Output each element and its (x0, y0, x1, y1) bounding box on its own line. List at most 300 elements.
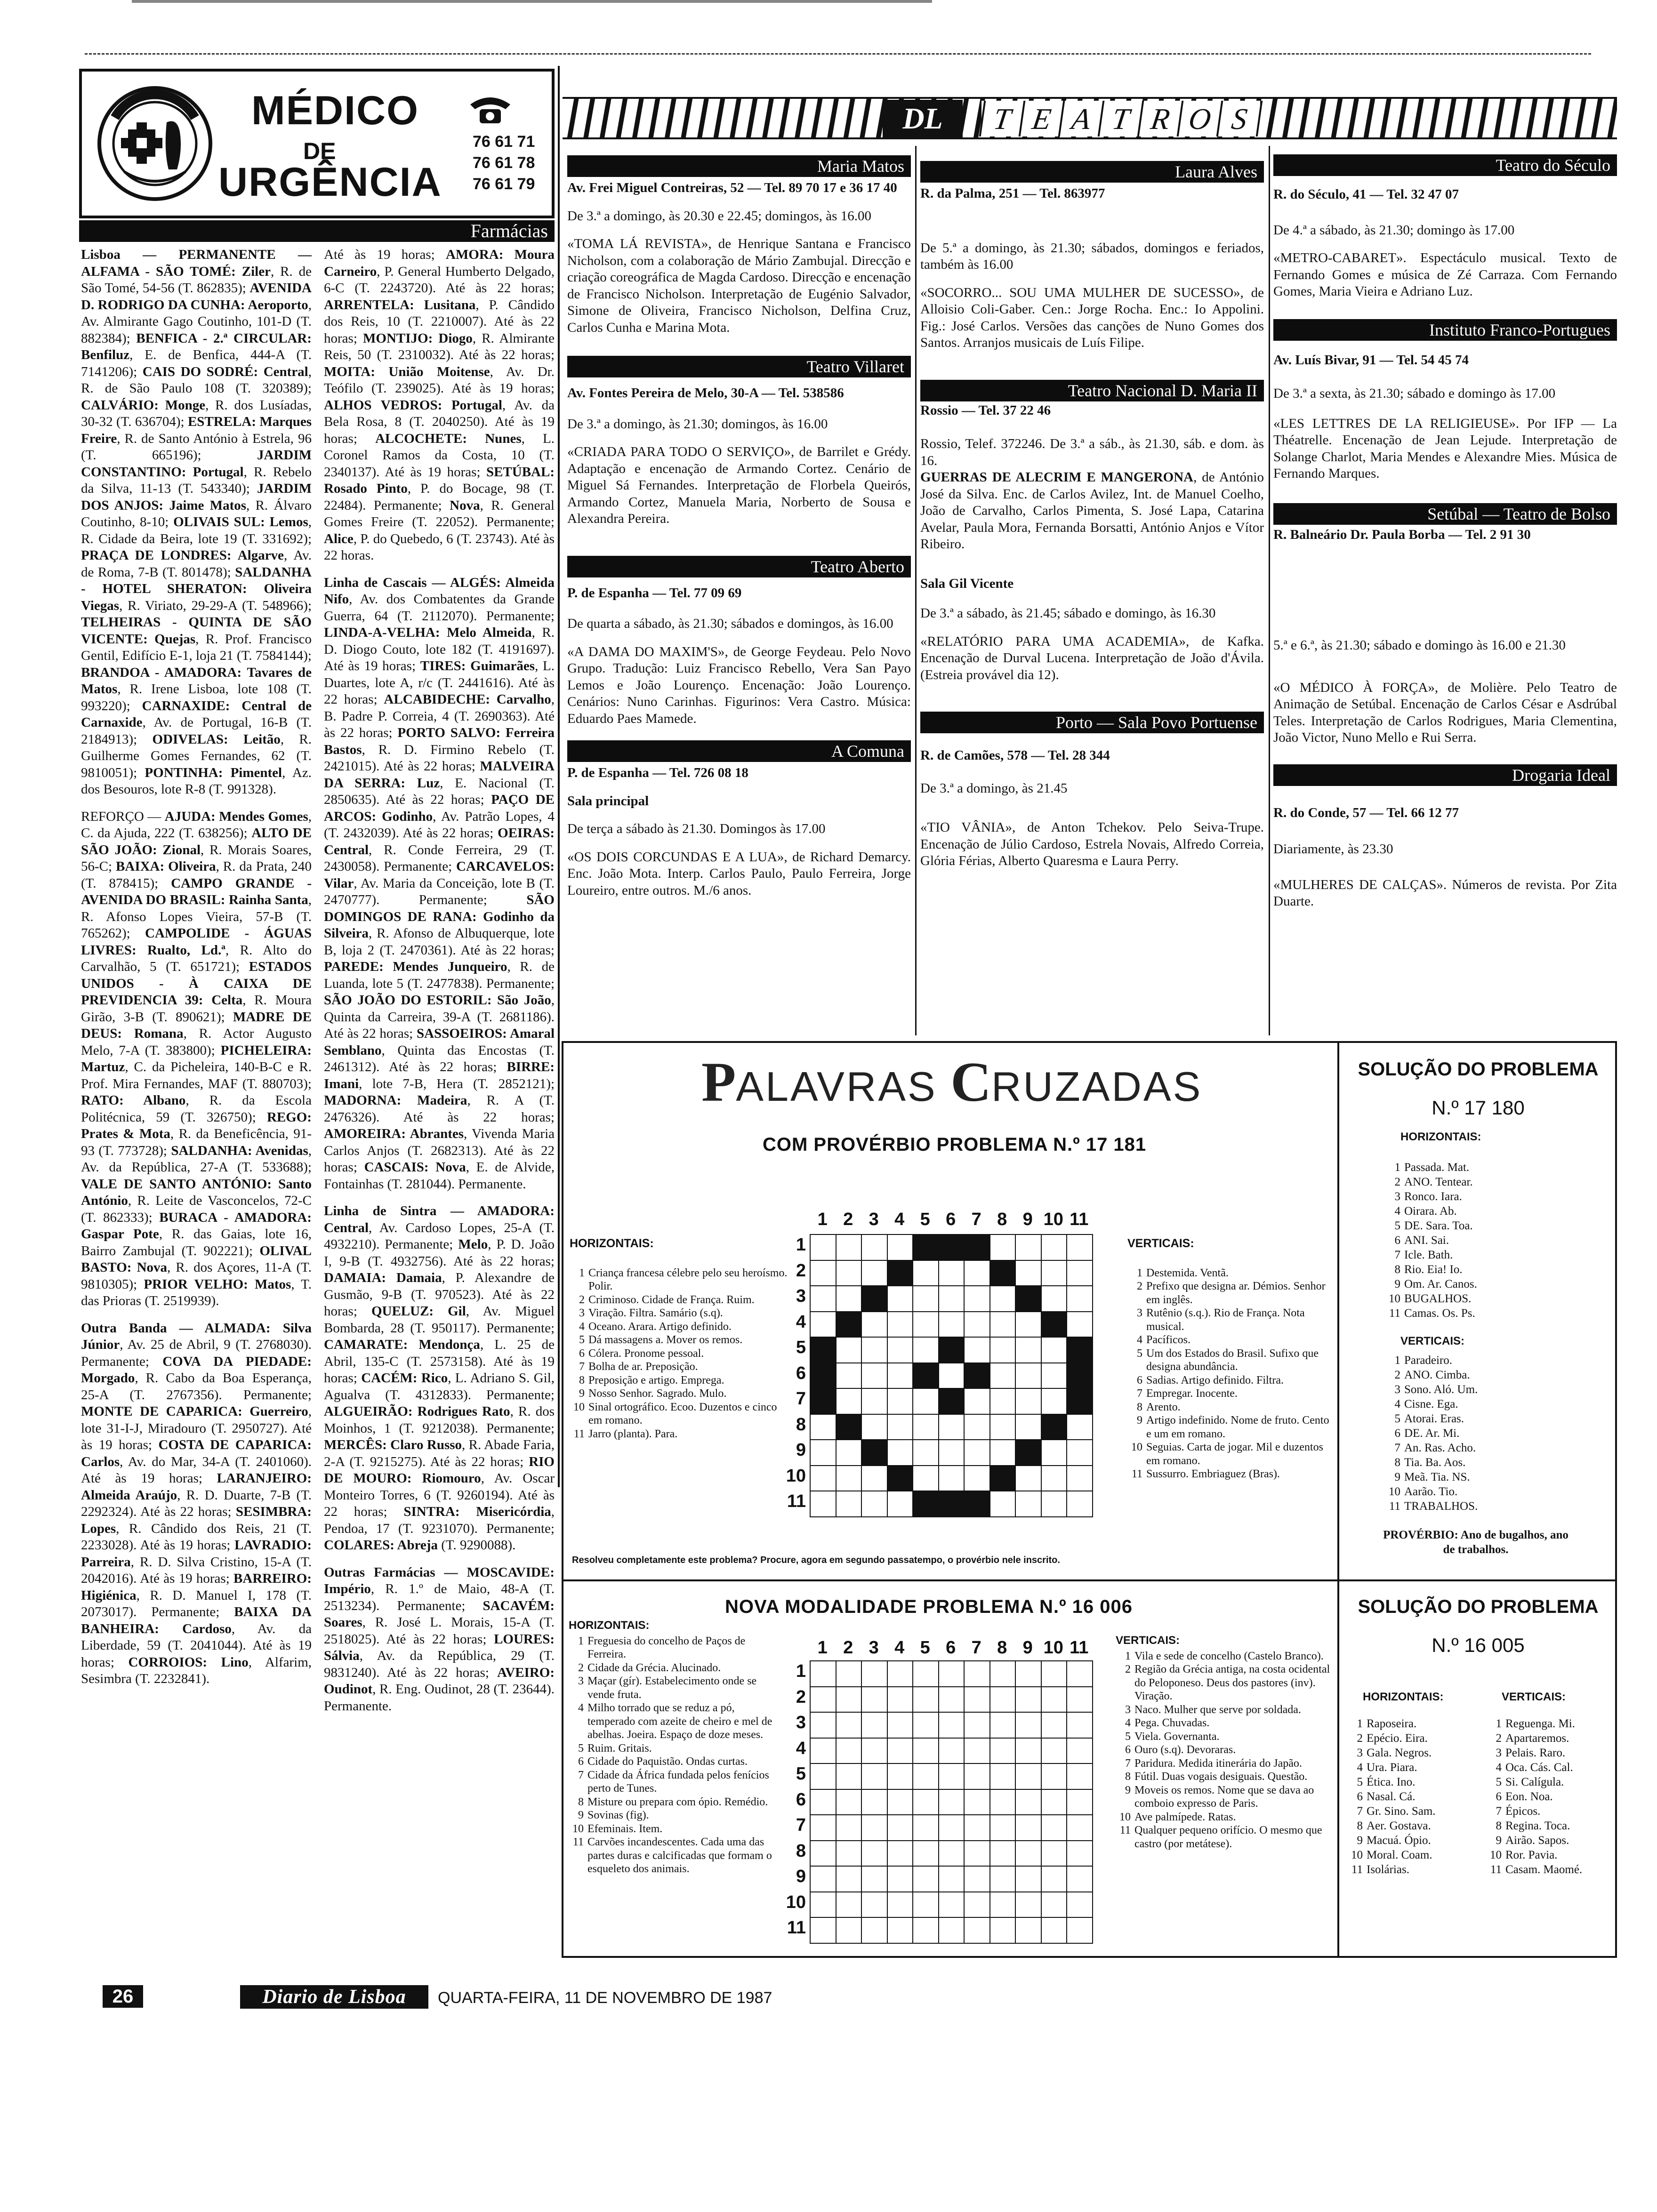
grid-cell[interactable] (1066, 1789, 1093, 1816)
grid-cell[interactable] (964, 1285, 990, 1312)
grid-cell[interactable] (989, 1439, 1016, 1466)
grid-cell[interactable] (810, 1491, 837, 1517)
grid-cell[interactable] (1041, 1814, 1068, 1841)
grid-cell[interactable] (836, 1917, 862, 1944)
farmacias-outra-banda-cont: Até às 19 horas; AMORA: Moura Carneiro, P. General Humberto Delgado, 6-C (T. 2243720). Até às 22 horas; ARRENTELA: Lusitana, P. Cândido dos Reis, 10 (T. 2210007). Até às 22 horas; MONTIJO: Diogo, R. Almirante Reis, 50 (T. 2310032). Até às 22 horas; MOITA: União Moitense, Av. Dr. Teófilo (T. 239025). Até às 19 horas; ALHOS VEDROS: Portugal, Av. da Bela Rosa, 8 (T. 2040250). Até às 19 horas; ALCOCHETE: Nunes, L. Coronel Ramos da Costa, 10 (T. 2340137). Até às 19 horas; SETÚBAL: Rosado Pinto, P. do Bocage, 98 (T. 22484). Permanente; Nova, R. General Gomes Freire (T. 22052). Permanente; Alice, P. do Quebedo, 6 (T. 23743). Até às 22 horas. (324, 247, 555, 563)
grid-cell[interactable] (1066, 1285, 1093, 1312)
grid-cell[interactable] (964, 1712, 990, 1739)
grid-cell[interactable] (887, 1660, 914, 1687)
clue-item (1127, 1401, 1335, 1414)
grid-cell[interactable] (938, 1891, 965, 1918)
grid-cell[interactable] (964, 1260, 990, 1287)
grid-cell[interactable] (938, 1439, 965, 1466)
grid-cell[interactable] (938, 1789, 965, 1816)
grid-cell[interactable] (1066, 1686, 1093, 1713)
clue-item (1483, 1731, 1615, 1746)
black-cell (912, 1491, 939, 1517)
grid-cell[interactable] (836, 1763, 862, 1790)
grid-cell[interactable] (1066, 1234, 1093, 1261)
grid-cell[interactable] (1066, 1260, 1093, 1287)
grid-cell[interactable] (1015, 1814, 1042, 1841)
franco-title: Instituto Franco-Portugues (1273, 319, 1617, 341)
grid-cell[interactable] (1015, 1388, 1042, 1415)
grid-cell[interactable] (1041, 1763, 1068, 1790)
grid-cell[interactable] (938, 1712, 965, 1739)
grid-cell[interactable] (912, 1337, 939, 1363)
grid-cell[interactable] (1041, 1337, 1068, 1363)
grid-cell[interactable] (836, 1738, 862, 1764)
grid-cell[interactable] (989, 1866, 1016, 1892)
grid-cell[interactable] (1041, 1917, 1068, 1944)
grid-cell[interactable] (989, 1660, 1016, 1687)
grid-cell[interactable] (1066, 1917, 1093, 1944)
grid-cell[interactable] (1066, 1738, 1093, 1764)
grid-cell[interactable] (938, 1311, 965, 1338)
grid-cell[interactable] (836, 1712, 862, 1739)
grid-cell[interactable] (989, 1917, 1016, 1944)
grid-cell[interactable] (912, 1660, 939, 1687)
grid-cell[interactable] (810, 1738, 837, 1764)
grid-cell[interactable] (1041, 1866, 1068, 1892)
grid-cell[interactable] (989, 1789, 1016, 1816)
grid-cell[interactable] (938, 1738, 965, 1764)
grid-cell[interactable] (861, 1738, 888, 1764)
clue-text: DE. Sara. Toa. (1404, 1219, 1473, 1232)
grid-cell[interactable] (810, 1866, 837, 1892)
black-cell (810, 1388, 837, 1415)
grid-cell[interactable] (938, 1362, 965, 1389)
grid-cell[interactable] (861, 1763, 888, 1790)
grid-cell[interactable] (1015, 1738, 1042, 1764)
grid-row-number: 7 (796, 1815, 806, 1835)
grid-column-number: 4 (894, 1638, 905, 1658)
clue-number: 4 (1394, 1398, 1400, 1411)
grid-cell[interactable] (861, 1491, 888, 1517)
aberto-address: P. de Espanha — Tel. 77 09 69 (567, 585, 742, 601)
clue-item (569, 1769, 776, 1795)
grid-cell[interactable] (810, 1712, 837, 1739)
grid-cell[interactable] (887, 1789, 914, 1816)
clue-text: Criança francesa célebre pelo seu heroísmo. Polir. (588, 1266, 788, 1292)
grid-cell[interactable] (938, 1917, 965, 1944)
clue-number: 4 (1496, 1761, 1502, 1774)
clue-item (1483, 1746, 1615, 1760)
grid-cell[interactable] (887, 1738, 914, 1764)
grid-cell[interactable] (836, 1840, 862, 1867)
grid-cell[interactable] (1066, 1414, 1093, 1441)
grid-cell[interactable] (964, 1866, 990, 1892)
grid-cell[interactable] (964, 1465, 990, 1492)
grid-cell[interactable] (1015, 1660, 1042, 1687)
grid-cell[interactable] (1041, 1712, 1068, 1739)
grid-cell[interactable] (1015, 1891, 1042, 1918)
seculo-hours: De 4.ª a sábado, às 21.30; domingo às 17.00 (1273, 222, 1515, 238)
grid-cell[interactable] (912, 1891, 939, 1918)
grid-cell[interactable] (1041, 1660, 1068, 1687)
grid-cell[interactable] (887, 1362, 914, 1389)
clue-item (1344, 1804, 1480, 1819)
grid-cell[interactable] (964, 1763, 990, 1790)
grid-cell[interactable] (810, 1465, 837, 1492)
clue-number: 3 (1394, 1190, 1400, 1203)
grid-cell[interactable] (912, 1917, 939, 1944)
clue-number: 5 (579, 1334, 585, 1346)
grid-cell[interactable] (989, 1388, 1016, 1415)
aberto-title: Teatro Aberto (567, 556, 911, 577)
grid-cell[interactable] (1015, 1789, 1042, 1816)
solution-2-h-label: HORIZONTAIS: (1363, 1691, 1444, 1703)
grid-cell[interactable] (912, 1789, 939, 1816)
grid-cell[interactable] (861, 1337, 888, 1363)
grid-cell[interactable] (989, 1337, 1016, 1363)
grid-cell[interactable] (1015, 1337, 1042, 1363)
grid-cell[interactable] (836, 1814, 862, 1841)
grid-cell[interactable] (989, 1491, 1016, 1517)
clue-number: 1 (579, 1266, 585, 1279)
grid-cell[interactable] (887, 1491, 914, 1517)
grid-cell[interactable] (964, 1414, 990, 1441)
clue-text: Gala. Negros. (1367, 1747, 1432, 1759)
grid-cell[interactable] (887, 1712, 914, 1739)
grid-cell[interactable] (1066, 1491, 1093, 1517)
clue-number: 3 (1496, 1747, 1502, 1759)
grid-cell[interactable] (810, 1660, 837, 1687)
clue-text: Seguias. Carta de jogar. Mil e duzentos em romano. (1146, 1441, 1323, 1467)
grid-cell[interactable] (861, 1891, 888, 1918)
grid-cell[interactable] (989, 1840, 1016, 1867)
clue-item (1127, 1387, 1335, 1401)
grid-cell[interactable] (964, 1789, 990, 1816)
grid-row-number: 4 (796, 1738, 806, 1758)
grid-cell[interactable] (1066, 1891, 1093, 1918)
grid-cell[interactable] (912, 1738, 939, 1764)
grid-cell[interactable] (1066, 1439, 1093, 1466)
grid-cell[interactable] (861, 1686, 888, 1713)
grid-cell[interactable] (1066, 1465, 1093, 1492)
grid-cell[interactable] (912, 1388, 939, 1415)
grid-cell[interactable] (861, 1917, 888, 1944)
farmacias-title: Farmácias (79, 220, 555, 242)
grid-cell[interactable] (887, 1337, 914, 1363)
grid-cell[interactable] (1015, 1686, 1042, 1713)
grid-cell[interactable] (1041, 1439, 1068, 1466)
clue-item (1344, 1789, 1480, 1804)
grid-cell[interactable] (861, 1260, 888, 1287)
grid-cell[interactable] (836, 1491, 862, 1517)
grid-cell[interactable] (1041, 1285, 1068, 1312)
grid-cell[interactable] (989, 1763, 1016, 1790)
grid-cell[interactable] (836, 1337, 862, 1363)
medico-title-1: MÉDICO (251, 88, 419, 133)
grid-cell[interactable] (887, 1814, 914, 1841)
clue-number: 10 (1389, 1485, 1400, 1498)
clue-text: Prefixo que designa ar. Démios. Senhor em inglês. (1146, 1280, 1326, 1306)
grid-cell[interactable] (836, 1362, 862, 1389)
clue-item (1382, 1189, 1608, 1204)
grid-cell[interactable] (912, 1260, 939, 1287)
grid-cell[interactable] (912, 1712, 939, 1739)
clue-text: Bolha de ar. Preposição. (588, 1361, 698, 1373)
grid-cell[interactable] (989, 1362, 1016, 1389)
grid-cell[interactable] (938, 1814, 965, 1841)
grid-cell[interactable] (1041, 1686, 1068, 1713)
grid-cell[interactable] (810, 1789, 837, 1816)
grid-cell[interactable] (861, 1465, 888, 1492)
clue-number: 1 (1394, 1161, 1400, 1174)
clue-text: Vila e sede de concelho (Castelo Branco). (1134, 1650, 1324, 1662)
grid-cell[interactable] (887, 1311, 914, 1338)
grid-cell[interactable] (887, 1840, 914, 1867)
grid-cell[interactable] (836, 1866, 862, 1892)
clue-number: 9 (1137, 1414, 1142, 1427)
grid-row-number: 8 (796, 1414, 806, 1435)
grid-cell[interactable] (836, 1465, 862, 1492)
clue-item (569, 1701, 776, 1742)
grid-cell[interactable] (989, 1285, 1016, 1312)
grid-cell[interactable] (989, 1686, 1016, 1713)
grid-cell[interactable] (887, 1866, 914, 1892)
grid-cell[interactable] (1015, 1414, 1042, 1441)
clue-text: Artigo indefinido. Nome de fruto. Cento e um em romano. (1146, 1414, 1329, 1440)
grid-cell[interactable] (887, 1891, 914, 1918)
grid-cell[interactable] (938, 1840, 965, 1867)
aberto-hours: De quarta a sábado, às 21.30; sábados e domingos, às 16.00 (567, 616, 893, 631)
grid-cell[interactable] (912, 1439, 939, 1466)
grid-cell[interactable] (1015, 1917, 1042, 1944)
grid-cell[interactable] (964, 1388, 990, 1415)
grid-cell[interactable] (1015, 1311, 1042, 1338)
grid-cell[interactable] (836, 1285, 862, 1312)
grid-cell[interactable] (810, 1686, 837, 1713)
grid-cell[interactable] (1041, 1388, 1068, 1415)
grid-cell[interactable] (964, 1738, 990, 1764)
grid-cell[interactable] (1041, 1260, 1068, 1287)
grid-cell[interactable] (1041, 1789, 1068, 1816)
grid-cell[interactable] (836, 1789, 862, 1816)
grid-cell[interactable] (912, 1763, 939, 1790)
grid-cell[interactable] (964, 1686, 990, 1713)
setubal-desc: «O MÉDICO À FORÇA», de Molière. Pelo Teatro de Animação de Setúbal. Encenação de Carlos César e Asdrúbal Teles. Interpretação de Carlos Rodrigues, Maria Clementina, João Victor, Nuno Mello e Rui Serra. (1273, 680, 1617, 745)
clue-item (1127, 1374, 1335, 1387)
grid-cell[interactable] (1015, 1491, 1042, 1517)
solution-2-horizontais-block (1344, 1690, 1480, 1877)
grid-cell[interactable] (1041, 1891, 1068, 1918)
grid-cell[interactable] (964, 1840, 990, 1867)
grid-cell[interactable] (1066, 1763, 1093, 1790)
grid-cell[interactable] (989, 1891, 1016, 1918)
grid-cell[interactable] (989, 1234, 1016, 1261)
grid-column-number: 1 (817, 1638, 828, 1658)
grid-cell[interactable] (836, 1439, 862, 1466)
clue-number: 1 (1394, 1354, 1400, 1367)
grid-cell[interactable] (938, 1260, 965, 1287)
grid-cell[interactable] (810, 1285, 837, 1312)
seculo-address: R. do Século, 41 — Tel. 32 47 07 (1273, 187, 1459, 202)
grid-cell[interactable] (810, 1840, 837, 1867)
grid-cell[interactable] (912, 1686, 939, 1713)
grid-cell[interactable] (836, 1388, 862, 1415)
grid-cell[interactable] (1066, 1712, 1093, 1739)
clue-item (1483, 1819, 1615, 1833)
clue-text: Viela. Governanta. (1134, 1730, 1220, 1743)
grid-cell[interactable] (887, 1439, 914, 1466)
grid-row-number: 10 (786, 1892, 806, 1912)
clue-number: 11 (1490, 1863, 1502, 1876)
clue-text: Oceano. Arara. Artigo definido. (588, 1320, 732, 1333)
grid-cell[interactable] (912, 1840, 939, 1867)
clue-text: Casam. Maomé. (1505, 1863, 1583, 1876)
comuna-address: P. de Espanha — Tel. 726 08 18 (567, 765, 748, 780)
grid-cell[interactable] (836, 1234, 862, 1261)
clue-text: Ave palmípede. Ratas. (1134, 1811, 1236, 1823)
grid-cell[interactable] (887, 1917, 914, 1944)
clue-number: 6 (1357, 1790, 1363, 1803)
clue-text: Ronco. Iara. (1404, 1190, 1462, 1203)
grid-cell[interactable] (887, 1234, 914, 1261)
grid-cell[interactable] (887, 1285, 914, 1312)
grid-cell[interactable] (836, 1260, 862, 1287)
grid-cell[interactable] (912, 1814, 939, 1841)
grid-cell[interactable] (1066, 1814, 1093, 1841)
grid-cell[interactable] (912, 1285, 939, 1312)
grid-cell[interactable] (836, 1660, 862, 1687)
logo-p: P (701, 1050, 736, 1113)
grid-cell[interactable] (861, 1789, 888, 1816)
grid-cell[interactable] (964, 1814, 990, 1841)
grid-cell[interactable] (1015, 1260, 1042, 1287)
villaret-desc: «CRIADA PARA TODO O SERVIÇO», de Barrilet e Grédy. Adaptação e encenação de Armando Cortez. Cenário de Miguel Sá Fernandes. Interpretação de Florbela Queirós, Armando Cortez, Manuela Maria, Norberto de Sousa e Alexandra Pereira. (567, 444, 911, 526)
grid-cell[interactable] (810, 1260, 837, 1287)
grid-cell[interactable] (989, 1414, 1016, 1441)
grid-cell[interactable] (1066, 1866, 1093, 1892)
grid-cell[interactable] (861, 1712, 888, 1739)
grid-cell[interactable] (1066, 1840, 1093, 1867)
grid-cell[interactable] (1066, 1660, 1093, 1687)
grid-cell[interactable] (810, 1917, 837, 1944)
grid-cell[interactable] (1041, 1491, 1068, 1517)
clue-item (570, 1427, 791, 1441)
grid-cell[interactable] (1015, 1840, 1042, 1867)
clue-number: 3 (578, 1675, 584, 1687)
clue-item (1344, 1716, 1480, 1731)
clue-number: 9 (1394, 1471, 1400, 1483)
grid-cell[interactable] (989, 1738, 1016, 1764)
grid-cell[interactable] (836, 1891, 862, 1918)
clue-number: 5 (1125, 1730, 1131, 1743)
grid-cell[interactable] (1015, 1763, 1042, 1790)
clue-item (1483, 1760, 1615, 1775)
farmacias-lisboa: Lisboa — PERMANENTE — ALFAMA - SÃO TOMÉ: Ziler, R. de São Tomé, 54-56 (T. 862835); AVENIDA D. RODRIGO DA CUNHA: Aeroporto, Av. Almirante Gago Coutinho, 101-D (T. 882384); BENFICA - 2.ª CIRCULAR: Benfiluz, E. de Benfica, 444-A (T. 7141206); CAIS DO SODRÉ: Central, R. de São Paulo 108 (T. 320389); CALVÁRIO: Monge, R. dos Lusíadas, 30-32 (T. 636704); ESTRELA: Marques Freire, R. de Santo António à Estrela, 96 (T. 665196); JARDIM CONSTANTINO: Portugal, R. Rebelo da Silva, 11-13 (T. 543340); JARDIM DOS ANJOS: Jaime Matos, R. Álvaro Coutinho, 8-10; OLIVAIS SUL: Lemos, R. Cidade da Beira, lote 19 (T. 331692); PRAÇA DE LONDRES: Algarve, Av. de Roma, 7-B (T. 801478); SALDANHA - HOTEL SHERATON: Oliveira Viegas, R. Viriato, 29-29-A (T. 548966); TELHEIRAS - QUINTA DE SÃO VICENTE: Quejas, R. Prof. Francisco Gentil, Edifício E-1, loja 21 (T. 7584144); BRANDOA - AMADORA: Tavares de Matos, R. Irene Lisboa, lote 108 (T. 993220); CARNAXIDE: Central de Carnaxide, Av. de Portugal, 16-B (T. 2184913); ODIVELAS: Leitão, R. Guilherme Gomes Fernandes, 62 (T. 9810051); PONTINHA: Pimentel, Az. dos Besouros, lote R-8 (T. 991328). (81, 247, 312, 797)
grid-cell[interactable] (810, 1763, 837, 1790)
grid-cell[interactable] (861, 1311, 888, 1338)
grid-column-number: 3 (869, 1638, 879, 1658)
grid-cell[interactable] (1015, 1465, 1042, 1492)
grid-column-number: 8 (997, 1210, 1007, 1229)
grid-cell[interactable] (810, 1311, 837, 1338)
grid-cell[interactable] (861, 1234, 888, 1261)
clue-text: ANI. Sai. (1404, 1234, 1449, 1247)
grid-cell[interactable] (810, 1439, 837, 1466)
grid-cell[interactable] (861, 1362, 888, 1389)
grid-cell[interactable] (912, 1465, 939, 1492)
grid-cell[interactable] (861, 1660, 888, 1687)
grid-cell[interactable] (861, 1814, 888, 1841)
grid-cell[interactable] (938, 1866, 965, 1892)
grid-cell[interactable] (861, 1388, 888, 1415)
grid-cell[interactable] (861, 1866, 888, 1892)
clue-number: 4 (578, 1702, 584, 1714)
clue-text: Nasal. Cá. (1367, 1790, 1416, 1803)
grid-cell[interactable] (1041, 1234, 1068, 1261)
grid-cell[interactable] (938, 1660, 965, 1687)
grid-cell[interactable] (810, 1234, 837, 1261)
clue-number: 3 (1137, 1307, 1142, 1319)
grid-cell[interactable] (912, 1866, 939, 1892)
grid-cell[interactable] (1015, 1712, 1042, 1739)
grid-cell[interactable] (887, 1414, 914, 1441)
grid-cell[interactable] (861, 1414, 888, 1441)
grid-cell[interactable] (989, 1311, 1016, 1338)
grid-cell[interactable] (964, 1311, 990, 1338)
dl-logo: DL (883, 100, 963, 137)
clue-number: 8 (1394, 1263, 1400, 1276)
grid-cell[interactable] (938, 1414, 965, 1441)
grid-cell[interactable] (938, 1686, 965, 1713)
grid-cell[interactable] (989, 1712, 1016, 1739)
grid-row-number: 6 (796, 1789, 806, 1810)
clue-text: Moral. Coam. (1367, 1849, 1432, 1861)
black-cell (887, 1260, 914, 1287)
grid-cell[interactable] (810, 1891, 837, 1918)
grid-cell[interactable] (887, 1388, 914, 1415)
grid-cell[interactable] (938, 1285, 965, 1312)
drogaria-desc: «MULHERES DE CALÇAS». Números de revista. Por Zita Duarte. (1273, 877, 1617, 909)
grid-cell[interactable] (1015, 1866, 1042, 1892)
grid-cell[interactable] (938, 1465, 965, 1492)
clue-item (1344, 1746, 1480, 1760)
grid-cell[interactable] (964, 1337, 990, 1363)
grid-cell[interactable] (964, 1891, 990, 1918)
grid-cell[interactable] (964, 1917, 990, 1944)
grid-cell[interactable] (1015, 1234, 1042, 1261)
grid-cell[interactable] (1041, 1465, 1068, 1492)
grid-cell[interactable] (836, 1686, 862, 1713)
grid-cell[interactable] (912, 1414, 939, 1441)
grid-cell[interactable] (1066, 1311, 1093, 1338)
grid-cell[interactable] (1015, 1362, 1042, 1389)
grid-cell[interactable] (989, 1814, 1016, 1841)
grid-cell[interactable] (938, 1763, 965, 1790)
grid-cell[interactable] (1041, 1362, 1068, 1389)
clue-item (1127, 1414, 1335, 1441)
grid-row-number: 11 (787, 1918, 806, 1938)
clue-number: 9 (1125, 1784, 1131, 1796)
grid-cell[interactable] (887, 1763, 914, 1790)
grid-cell[interactable] (1041, 1738, 1068, 1764)
solution-2-v-label: VERTICAIS: (1502, 1691, 1566, 1703)
grid-cell[interactable] (1041, 1840, 1068, 1867)
clue-text: Gr. Sino. Sam. (1367, 1805, 1436, 1818)
clue-text: Sussurro. Embriaguez (Bras). (1146, 1468, 1280, 1480)
grid-cell[interactable] (912, 1311, 939, 1338)
grid-cell[interactable] (964, 1660, 990, 1687)
clue-number: 7 (1394, 1442, 1400, 1454)
grid-cell[interactable] (861, 1840, 888, 1867)
grid-cell[interactable] (810, 1814, 837, 1841)
grid-cell[interactable] (887, 1686, 914, 1713)
grid-cell[interactable] (964, 1439, 990, 1466)
grid-cell[interactable] (810, 1414, 837, 1441)
